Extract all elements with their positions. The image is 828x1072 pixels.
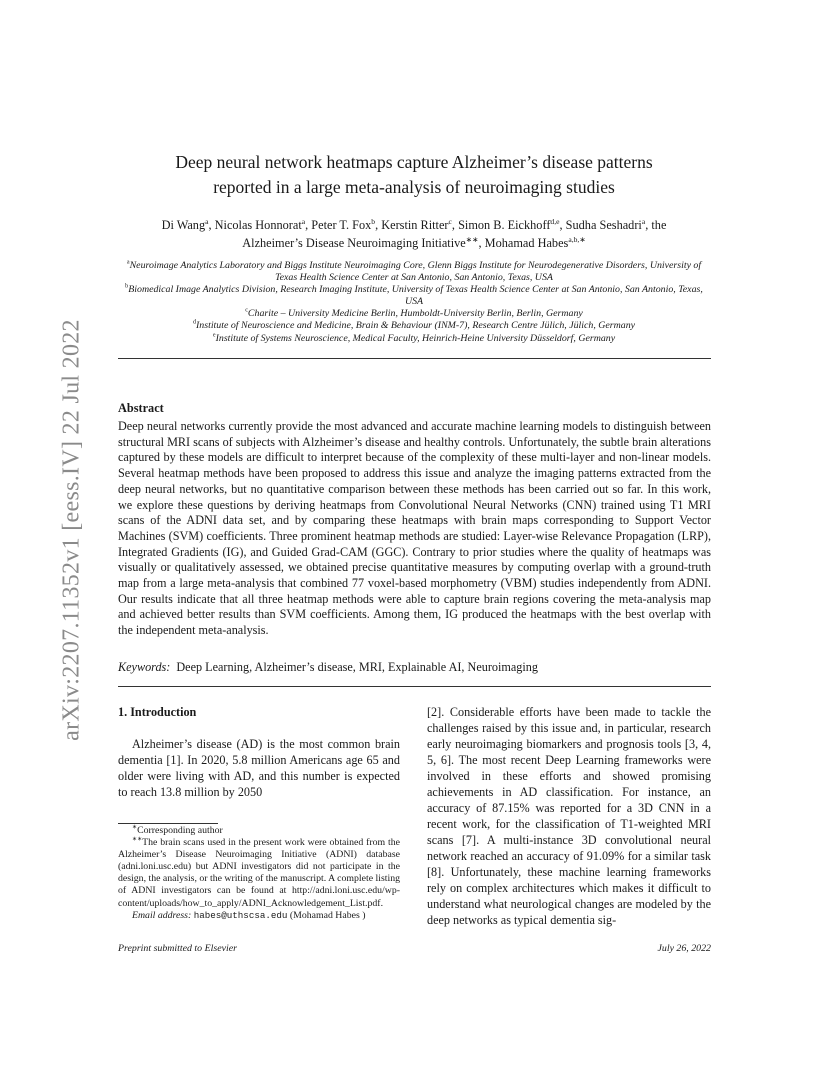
title-line-2: reported in a large meta-analysis of neuroimaging studies (213, 177, 615, 197)
affiliation-text: Charite – University Medicine Berlin, Humboldt-University Berlin, Berlin, Germany (247, 308, 583, 320)
right-column-text: [2]. Considerable efforts have been made to tackle the challenges raised by this issue and, in particular, research early neuroimaging biomarkers and prognosis tools [3, 4, 5, 6]. The most recent Deep Learning frameworks were involved in these efforts and showed promising achievements in AD classification. For instance, an accuracy of 87.15% was reported for a 3D CNN in a recent work, for the classification of T1-weighted MRI scans [7]. A multi-instance 3D convolutional neural network reached an accuracy of 91.09% for a similar task [8]. Unfortunately, these machine learning frameworks rely on complex architectures which makes it difficult to understand what neurological changes are modeled by the deep networks as typical dementia sig- (427, 705, 711, 927)
affiliation-mark: c (245, 308, 248, 315)
author-separator: , the (645, 218, 667, 232)
footnote-mark: ∗ (132, 824, 138, 831)
affiliation-a (118, 260, 710, 284)
keywords-label: Keywords: (118, 660, 171, 674)
author-name: , Kerstin Ritter (375, 218, 449, 232)
affiliation-c (118, 308, 710, 320)
affiliation-text: Biomedical Image Analytics Division, Research Imaging Institute, University of Texas Health Science Center at San Antonio, San Antonio, Texas, USA (128, 284, 703, 308)
abstract-bottom-rule (118, 686, 711, 687)
affiliation-mark: e (212, 332, 216, 339)
affiliation-text: Neuroimage Analytics Laboratory and Biggs Institute Neuroimaging Core, Glenn Biggs Institute for Neurodegenerative Disorders, University of Texas Health Science Center at San Antonio, San Antonio, Texas, USA (129, 260, 702, 284)
arxiv-stamp (48, 319, 96, 741)
author-affil-mark: d,e (550, 216, 560, 226)
author-affil-mark: c (448, 216, 452, 226)
footnote-adni (118, 837, 400, 910)
arxiv-identifier: arXiv:2207.11352v1 [eess.IV] 22 Jul 2022 (58, 319, 85, 741)
abstract-heading: Abstract (118, 401, 164, 415)
author-name: , Nicolas Honnorat (208, 218, 302, 232)
author-name: , Simon B. Eickhoff (451, 218, 551, 232)
footnotes (118, 825, 400, 922)
author-affil-mark: a (301, 216, 306, 226)
affiliation-e (118, 333, 710, 345)
author-name: Alzheimer’s Disease Neuroimaging Initiative (242, 236, 466, 250)
footer-preprint-note: Preprint submitted to Elsevier (118, 943, 237, 954)
affiliation-text: Institute of Systems Neuroscience, Medical Faculty, Heinrich-Heine University Düsseldorf, Germany (215, 332, 616, 344)
email-address[interactable]: habes@uthscsa.edu (193, 909, 288, 921)
section-heading-introduction: 1. Introduction (118, 705, 197, 719)
author-list (118, 216, 710, 252)
email-label: Email address: (132, 909, 192, 921)
affiliation-mark: b (125, 283, 129, 290)
author-affil-mark: a,b,∗ (568, 234, 586, 244)
author-affil-mark: a (641, 216, 646, 226)
affiliation-mark: d (192, 320, 196, 327)
footnote-mark: ∗∗ (132, 836, 143, 843)
author-name: , Sudha Seshadri (559, 218, 642, 232)
author-name: , Mohamad Habes (478, 236, 569, 250)
author-affil-mark: ∗∗ (465, 234, 479, 244)
footnote-email (118, 910, 400, 922)
author-name: Di Wang (161, 218, 206, 232)
author-affil-mark: a (205, 216, 209, 226)
keywords-text: Deep Learning, Alzheimer’s disease, MRI, Explainable AI, Neuroimaging (176, 660, 538, 674)
left-column (118, 704, 400, 800)
intro-paragraph: Alzheimer’s disease (AD) is the most common brain dementia [1]. In 2020, 5.8 million Americans age 65 and older were living with AD, and this number is expected to reach 13.8 million by 2050 (118, 737, 400, 799)
affiliation-d (118, 320, 710, 332)
affiliation-text: Institute of Neuroscience and Medicine, Brain & Behaviour (INM-7), Research Centre Jülich, Jülich, Germany (196, 320, 636, 332)
abstract-text: Deep neural networks currently provide the most advanced and accurate machine learning models to distinguish between structural MRI scans of subjects with Alzheimer’s disease and healthy controls. Unfortunately, the subtle brain alterations captured by these models are difficult to interpret because of the complexity of these multi-layer and non-linear models. Several heatmap methods have been proposed to address this issue and analyze the imaging patterns extracted from the deep neural networks, but no quantitative comparison between these methods has been carried out so far. In this work, we explore these questions by deriving heatmaps from Convolutional Neural Networks (CNN) trained using T1 MRI scans of the ADNI data set, and by comparing these heatmaps with brain maps corresponding to Support Vector Machines (SVM) coefficients. Three prominent heatmap methods are studied: Layer-wise Relevance Propagation (LRP), Integrated Gradients (IG), and Guided Grad-CAM (GGC). Contrary to prior studies where the quality of heatmaps was visually or qualitatively assessed, we obtained precise quantitative measures by computing overlap with a ground-truth map from a large meta-analysis that combined 77 voxel-based morphometry (VBM) studies independently from ADNI. Our results indicate that all three heatmap methods were able to capture brain regions covering the meta-analysis map and achieved better results than SVM coefficients. Among them, IG produced the heatmaps with the best overlap with the independent meta-analysis. (118, 419, 711, 638)
author-name: , Peter T. Fox (305, 218, 372, 232)
keywords-line (118, 660, 711, 675)
email-owner: (Mohamad Habes ) (289, 909, 366, 921)
affiliation-list (118, 260, 710, 345)
affiliation-mark: a (126, 259, 130, 266)
abstract-top-rule (118, 358, 711, 359)
footer-date: July 26, 2022 (657, 943, 711, 954)
author-affil-mark: b (371, 216, 376, 226)
footnote-text: The brain scans used in the present work were obtained from the Alzheimer’s Disease Neuroimaging Initiative (ADNI) database (adni.loni.usc.edu) but ADNI investigators did not participate in the design, the analysis, or the writing of the manuscript. A complete listing of ADNI investigators can be found at http://adni.loni.usc.edu/wp-content/uploads/how_to_apply/ADNI_Acknowledgement_List.pdf. (118, 837, 400, 909)
paper-title (118, 150, 710, 200)
footnote-text: Corresponding author (137, 825, 223, 836)
affiliation-b (118, 284, 710, 308)
footnote-corresponding (118, 825, 400, 837)
title-line-1: Deep neural network heatmaps capture Alzheimer’s disease patterns (175, 152, 653, 172)
